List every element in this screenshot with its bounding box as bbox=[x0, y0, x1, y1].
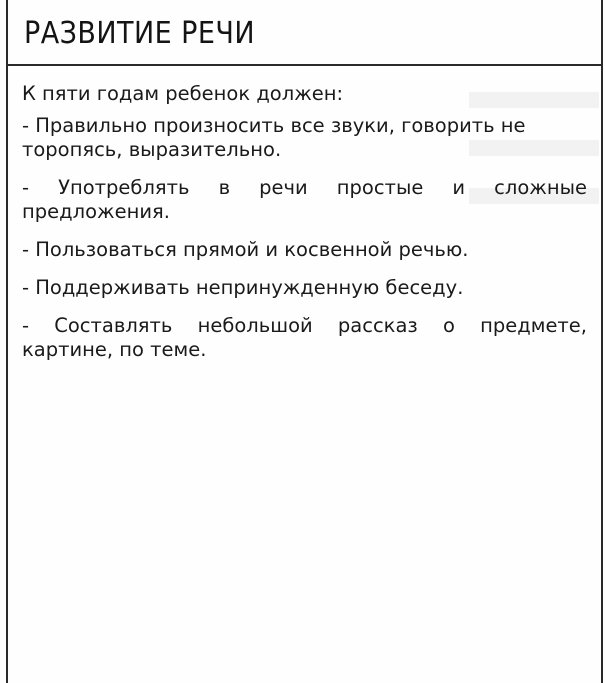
page-title: РАЗВИТИЕ РЕЧИ bbox=[24, 16, 256, 51]
list-item: - Поддерживать непринужденную беседу. bbox=[22, 276, 464, 299]
title-divider bbox=[6, 64, 603, 66]
list-item: - Пользоваться прямой и косвенной речью. bbox=[22, 238, 469, 261]
right-border bbox=[601, 0, 603, 683]
list-item: - Правильно произносить все звуки, говорить не торопясь, выразительно. bbox=[22, 114, 526, 161]
list-item: - Составлять небольшой рассказ о предмете, картине, по теме. bbox=[22, 314, 587, 361]
intro-text: К пяти годам ребенок должен: bbox=[22, 82, 344, 105]
left-border bbox=[6, 0, 8, 683]
main-content bbox=[22, 80, 587, 376]
skills-list bbox=[22, 114, 587, 362]
list-item: - Употреблять в речи простые и сложные предложения. bbox=[22, 176, 587, 223]
